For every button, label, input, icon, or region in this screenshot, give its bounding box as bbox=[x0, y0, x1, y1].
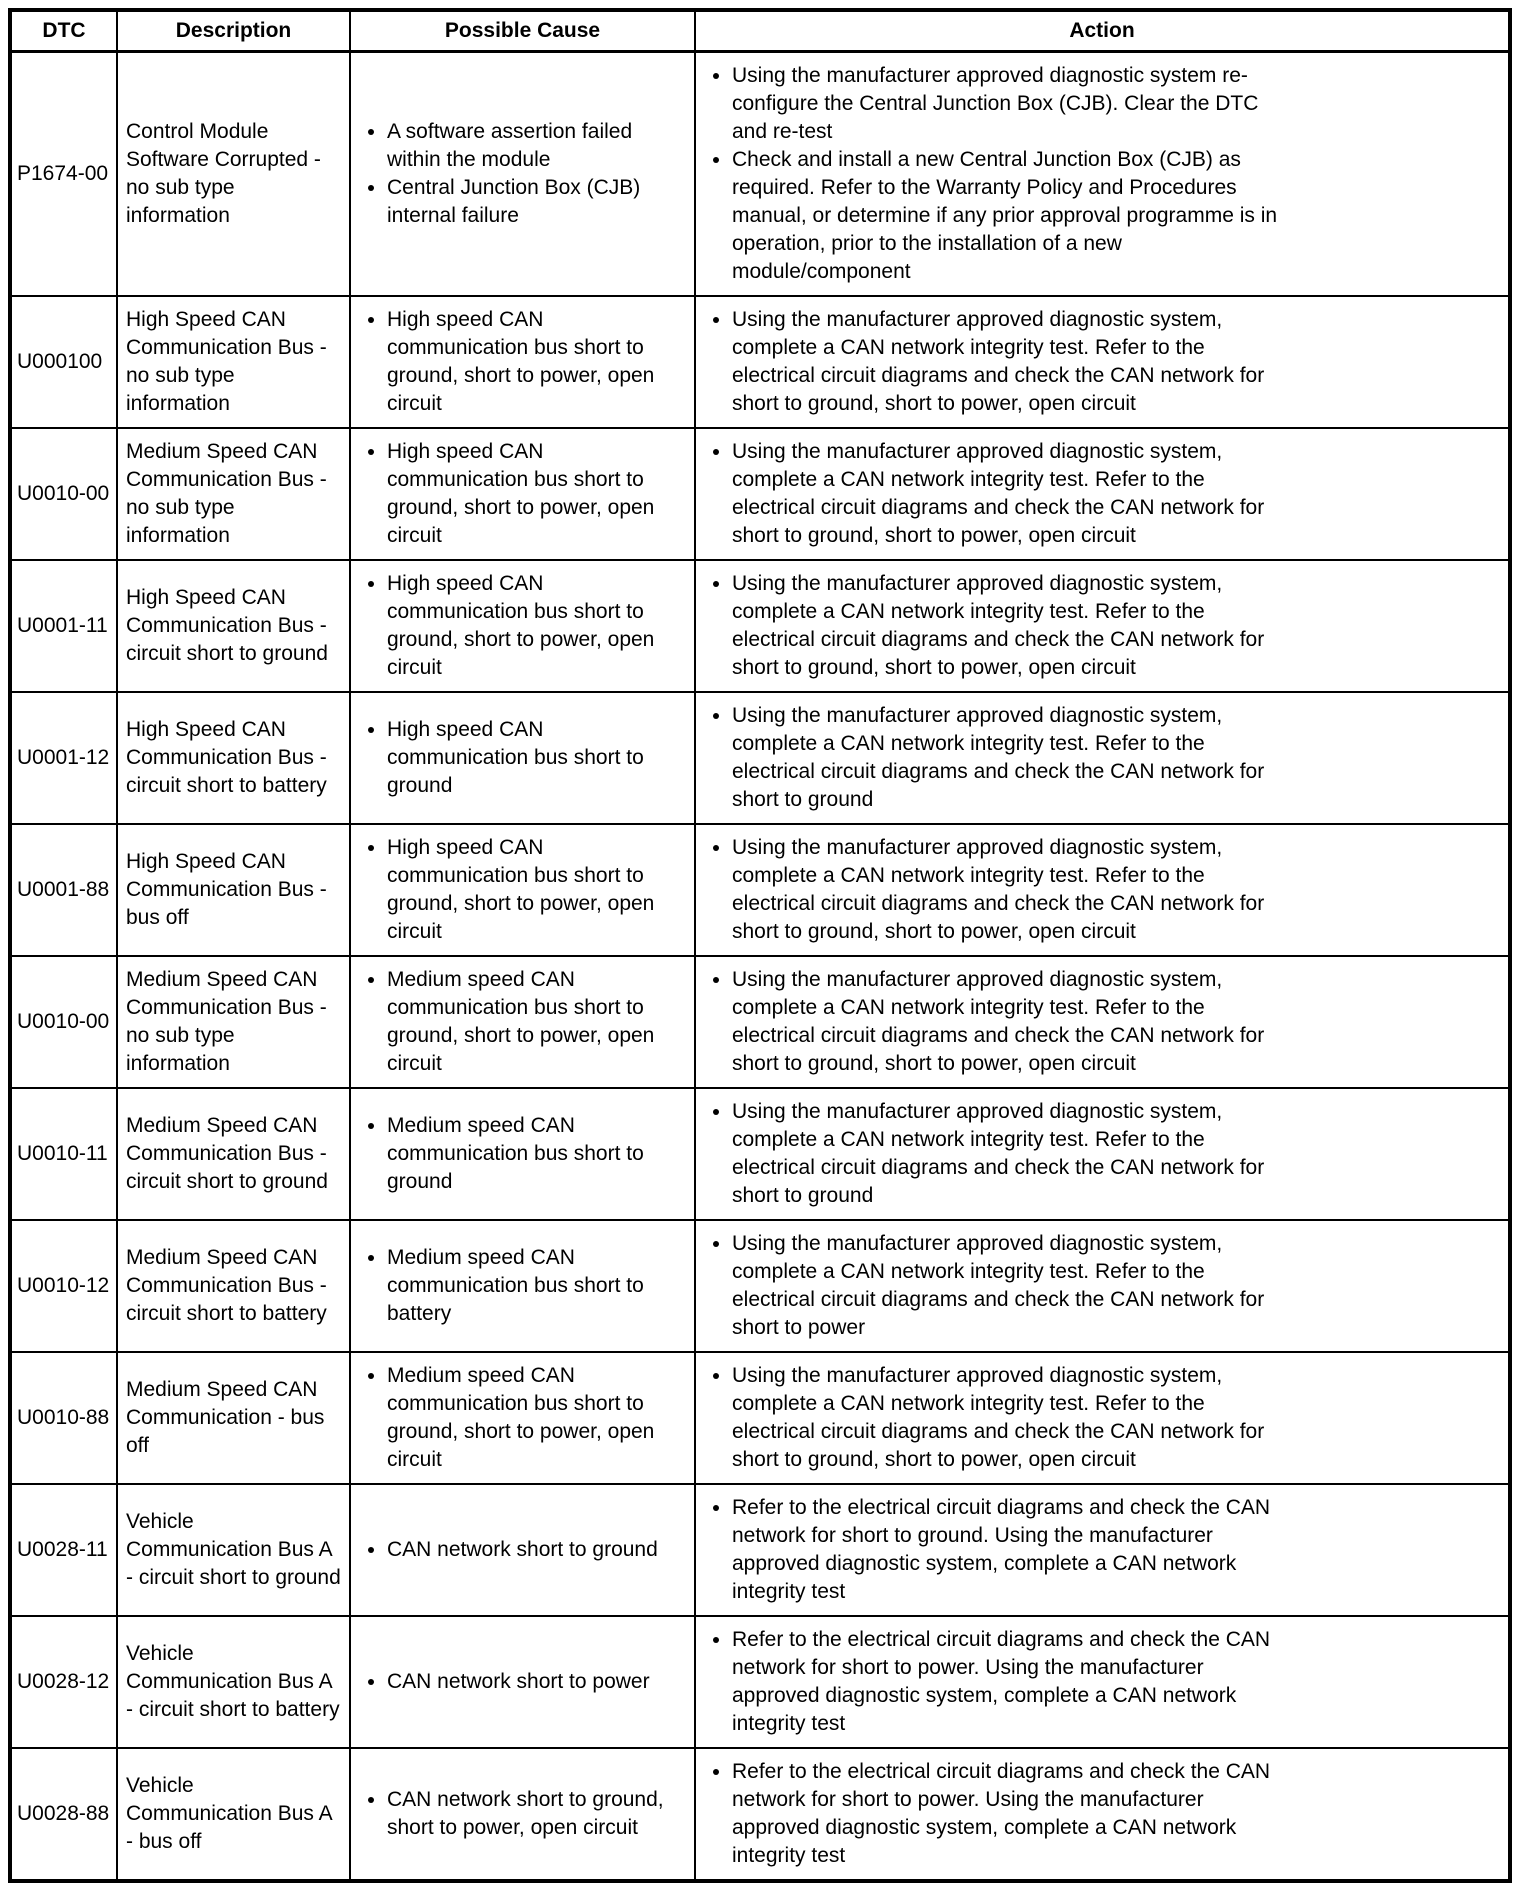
action-cell bbox=[695, 52, 1510, 297]
action-list bbox=[696, 834, 1502, 946]
action-list bbox=[696, 1494, 1502, 1606]
table-row bbox=[10, 1616, 1510, 1748]
possible-cause-cell bbox=[350, 1616, 695, 1748]
possible-cause-list bbox=[351, 438, 688, 550]
possible-cause-cell bbox=[350, 52, 695, 297]
description-cell: Medium Speed CAN Communication - bus off bbox=[117, 1352, 350, 1484]
possible-cause-cell bbox=[350, 692, 695, 824]
possible-cause-item: • High speed CAN communication bus short to ground, short to power, open circuit bbox=[387, 570, 679, 682]
description-cell: Vehicle Communication Bus A - bus off bbox=[117, 1748, 350, 1881]
action-list bbox=[696, 1230, 1502, 1342]
table-row bbox=[10, 1088, 1510, 1220]
column-header-possible-cause: Possible Cause bbox=[350, 10, 695, 52]
possible-cause-list bbox=[351, 570, 688, 682]
possible-cause-item: • Central Junction Box (CJB) internal failure bbox=[387, 174, 679, 230]
table-header-row bbox=[10, 10, 1510, 52]
table-row bbox=[10, 692, 1510, 824]
column-header-description: Description bbox=[117, 10, 350, 52]
dtc-table-body bbox=[10, 52, 1510, 1882]
possible-cause-list bbox=[351, 1786, 688, 1842]
table-row bbox=[10, 1352, 1510, 1484]
action-item: • Using the manufacturer approved diagnostic system, complete a CAN network integrity test. Refer to the electrical circuit diagrams and check the CAN network for short to ground, short to power, open circuit bbox=[732, 438, 1282, 550]
table-row bbox=[10, 428, 1510, 560]
dtc-code-cell: U0001-88 bbox=[10, 824, 117, 956]
action-list bbox=[696, 1758, 1502, 1870]
action-cell bbox=[695, 956, 1510, 1088]
possible-cause-list bbox=[351, 716, 688, 800]
action-list bbox=[696, 1098, 1502, 1210]
description-cell: Vehicle Communication Bus A - circuit short to battery bbox=[117, 1616, 350, 1748]
possible-cause-cell bbox=[350, 296, 695, 428]
action-item: • Check and install a new Central Junction Box (CJB) as required. Refer to the Warranty Policy and Procedures manual, or determine if any prior approval programme is in operation, prior to the installation of a new module/component bbox=[732, 146, 1282, 286]
dtc-code-cell: U000100 bbox=[10, 296, 117, 428]
action-item: • Using the manufacturer approved diagnostic system, complete a CAN network integrity test. Refer to the electrical circuit diagrams and check the CAN network for short to ground, short to power, open circuit bbox=[732, 834, 1282, 946]
description-cell: High Speed CAN Communication Bus - bus off bbox=[117, 824, 350, 956]
possible-cause-cell bbox=[350, 1352, 695, 1484]
dtc-code-cell: U0010-00 bbox=[10, 956, 117, 1088]
action-cell bbox=[695, 1088, 1510, 1220]
possible-cause-item: • Medium speed CAN communication bus short to ground, short to power, open circuit bbox=[387, 1362, 679, 1474]
dtc-table bbox=[8, 8, 1512, 1883]
action-list bbox=[696, 1626, 1502, 1738]
action-cell bbox=[695, 296, 1510, 428]
description-cell: High Speed CAN Communication Bus - circuit short to battery bbox=[117, 692, 350, 824]
action-cell bbox=[695, 428, 1510, 560]
possible-cause-cell bbox=[350, 1220, 695, 1352]
dtc-code-cell: U0010-11 bbox=[10, 1088, 117, 1220]
action-item: • Using the manufacturer approved diagnostic system, complete a CAN network integrity test. Refer to the electrical circuit diagrams and check the CAN network for short to ground, short to power, open circuit bbox=[732, 570, 1282, 682]
action-cell bbox=[695, 560, 1510, 692]
possible-cause-item: • CAN network short to power bbox=[387, 1668, 679, 1696]
possible-cause-list bbox=[351, 966, 688, 1078]
possible-cause-cell bbox=[350, 1484, 695, 1616]
possible-cause-list bbox=[351, 1112, 688, 1196]
table-row bbox=[10, 52, 1510, 297]
description-cell: Medium Speed CAN Communication Bus - no sub type information bbox=[117, 956, 350, 1088]
possible-cause-item: • High speed CAN communication bus short to ground, short to power, open circuit bbox=[387, 306, 679, 418]
possible-cause-cell bbox=[350, 956, 695, 1088]
action-cell bbox=[695, 1220, 1510, 1352]
possible-cause-list bbox=[351, 1362, 688, 1474]
action-list bbox=[696, 62, 1502, 286]
dtc-code-cell: U0010-12 bbox=[10, 1220, 117, 1352]
possible-cause-item: • High speed CAN communication bus short to ground bbox=[387, 716, 679, 800]
possible-cause-cell bbox=[350, 1088, 695, 1220]
action-cell bbox=[695, 1352, 1510, 1484]
table-row bbox=[10, 1220, 1510, 1352]
action-item: • Refer to the electrical circuit diagrams and check the CAN network for short to ground. Using the manufacturer approved diagnostic system, complete a CAN network integrity test bbox=[732, 1494, 1282, 1606]
dtc-code-cell: U0028-11 bbox=[10, 1484, 117, 1616]
dtc-code-cell: P1674-00 bbox=[10, 52, 117, 297]
action-cell bbox=[695, 1484, 1510, 1616]
description-cell: Medium Speed CAN Communication Bus - circuit short to battery bbox=[117, 1220, 350, 1352]
description-cell: High Speed CAN Communication Bus - no sub type information bbox=[117, 296, 350, 428]
action-item: • Using the manufacturer approved diagnostic system, complete a CAN network integrity test. Refer to the electrical circuit diagrams and check the CAN network for short to power bbox=[732, 1230, 1282, 1342]
dtc-code-cell: U0001-11 bbox=[10, 560, 117, 692]
column-header-dtc: DTC bbox=[10, 10, 117, 52]
possible-cause-list bbox=[351, 1244, 688, 1328]
possible-cause-list bbox=[351, 118, 688, 230]
table-row bbox=[10, 1484, 1510, 1616]
action-list bbox=[696, 702, 1502, 814]
action-list bbox=[696, 306, 1502, 418]
action-item: • Refer to the electrical circuit diagrams and check the CAN network for short to power. Using the manufacturer approved diagnostic system, complete a CAN network integrity test bbox=[732, 1626, 1282, 1738]
description-cell: Medium Speed CAN Communication Bus - no sub type information bbox=[117, 428, 350, 560]
possible-cause-cell bbox=[350, 560, 695, 692]
description-cell: Medium Speed CAN Communication Bus - circuit short to ground bbox=[117, 1088, 350, 1220]
description-cell: Control Module Software Corrupted - no sub type information bbox=[117, 52, 350, 297]
possible-cause-cell bbox=[350, 428, 695, 560]
dtc-code-cell: U0010-88 bbox=[10, 1352, 117, 1484]
possible-cause-cell bbox=[350, 1748, 695, 1881]
possible-cause-list bbox=[351, 1668, 688, 1696]
possible-cause-item: • Medium speed CAN communication bus short to ground, short to power, open circuit bbox=[387, 966, 679, 1078]
table-row bbox=[10, 296, 1510, 428]
description-cell: Vehicle Communication Bus A - circuit short to ground bbox=[117, 1484, 350, 1616]
possible-cause-item: • High speed CAN communication bus short to ground, short to power, open circuit bbox=[387, 834, 679, 946]
dtc-code-cell: U0028-88 bbox=[10, 1748, 117, 1881]
action-item: • Using the manufacturer approved diagnostic system, complete a CAN network integrity test. Refer to the electrical circuit diagrams and check the CAN network for short to ground, short to power, open circuit bbox=[732, 1362, 1282, 1474]
dtc-code-cell: U0010-00 bbox=[10, 428, 117, 560]
dtc-code-cell: U0001-12 bbox=[10, 692, 117, 824]
table-row bbox=[10, 560, 1510, 692]
action-cell bbox=[695, 692, 1510, 824]
possible-cause-item: • High speed CAN communication bus short to ground, short to power, open circuit bbox=[387, 438, 679, 550]
action-list bbox=[696, 438, 1502, 550]
possible-cause-item: • Medium speed CAN communication bus short to ground bbox=[387, 1112, 679, 1196]
column-header-action: Action bbox=[695, 10, 1510, 52]
possible-cause-list bbox=[351, 1536, 688, 1564]
possible-cause-item: • Medium speed CAN communication bus short to battery bbox=[387, 1244, 679, 1328]
description-cell: High Speed CAN Communication Bus - circuit short to ground bbox=[117, 560, 350, 692]
action-cell bbox=[695, 824, 1510, 956]
action-cell bbox=[695, 1616, 1510, 1748]
action-item: • Using the manufacturer approved diagnostic system, complete a CAN network integrity test. Refer to the electrical circuit diagrams and check the CAN network for short to ground, short to power, open circuit bbox=[732, 306, 1282, 418]
table-row bbox=[10, 1748, 1510, 1881]
possible-cause-list bbox=[351, 306, 688, 418]
action-item: • Using the manufacturer approved diagnostic system re-configure the Central Junction Box (CJB). Clear the DTC and re-test bbox=[732, 62, 1282, 146]
possible-cause-item: • CAN network short to ground, short to power, open circuit bbox=[387, 1786, 679, 1842]
action-item: • Using the manufacturer approved diagnostic system, complete a CAN network integrity test. Refer to the electrical circuit diagrams and check the CAN network for short to ground bbox=[732, 702, 1282, 814]
action-list bbox=[696, 570, 1502, 682]
action-item: • Using the manufacturer approved diagnostic system, complete a CAN network integrity test. Refer to the electrical circuit diagrams and check the CAN network for short to ground bbox=[732, 1098, 1282, 1210]
dtc-code-cell: U0028-12 bbox=[10, 1616, 117, 1748]
table-row bbox=[10, 956, 1510, 1088]
action-cell bbox=[695, 1748, 1510, 1881]
table-row bbox=[10, 824, 1510, 956]
action-item: • Refer to the electrical circuit diagrams and check the CAN network for short to power. Using the manufacturer approved diagnostic system, complete a CAN network integrity test bbox=[732, 1758, 1282, 1870]
possible-cause-item: • A software assertion failed within the module bbox=[387, 118, 679, 174]
action-list bbox=[696, 966, 1502, 1078]
possible-cause-cell bbox=[350, 824, 695, 956]
possible-cause-item: • CAN network short to ground bbox=[387, 1536, 679, 1564]
possible-cause-list bbox=[351, 834, 688, 946]
action-item: • Using the manufacturer approved diagnostic system, complete a CAN network integrity test. Refer to the electrical circuit diagrams and check the CAN network for short to ground, short to power, open circuit bbox=[732, 966, 1282, 1078]
action-list bbox=[696, 1362, 1502, 1474]
